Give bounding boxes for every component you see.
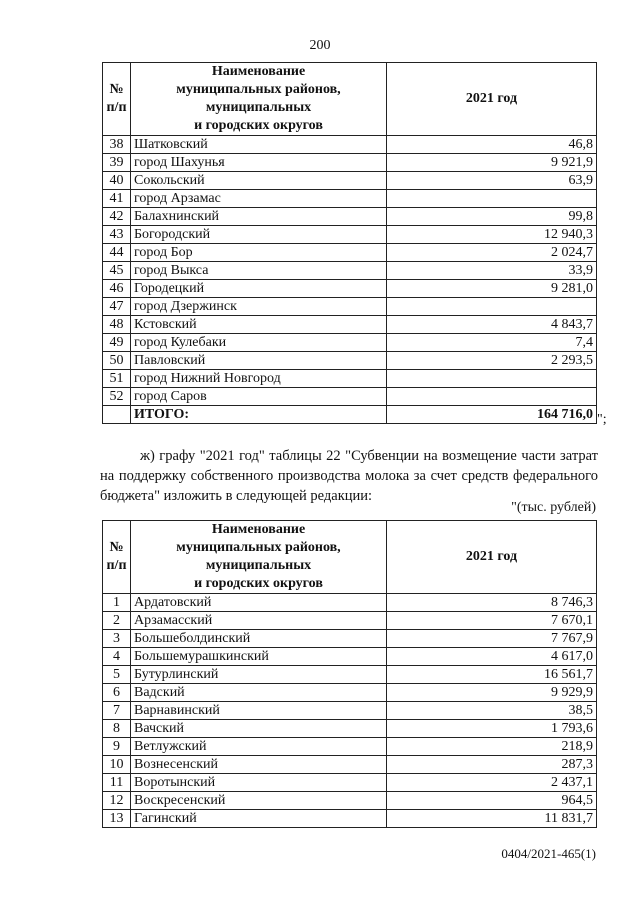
total-value: 164 716,0 bbox=[387, 406, 597, 424]
row-number: 1 bbox=[103, 594, 131, 612]
row-value: 7 767,9 bbox=[387, 630, 597, 648]
row-number: 12 bbox=[103, 792, 131, 810]
row-name: город Саров bbox=[131, 388, 387, 406]
row-value: 1 793,6 bbox=[387, 720, 597, 738]
row-name: Павловский bbox=[131, 352, 387, 370]
table-row bbox=[103, 666, 597, 684]
document-code: 0404/2021-465(1) bbox=[501, 846, 596, 861]
row-number: 40 bbox=[103, 172, 131, 190]
row-value bbox=[387, 298, 597, 316]
row-value bbox=[387, 190, 597, 208]
row-name: Большемурашкинский bbox=[131, 648, 387, 666]
row-name: город Шахунья bbox=[131, 154, 387, 172]
row-value: 9 921,9 bbox=[387, 154, 597, 172]
table-row bbox=[103, 316, 597, 334]
row-value: 99,8 bbox=[387, 208, 597, 226]
header-number: № п/п bbox=[103, 521, 131, 594]
row-value bbox=[387, 388, 597, 406]
row-value: 218,9 bbox=[387, 738, 597, 756]
row-value: 287,3 bbox=[387, 756, 597, 774]
table-row bbox=[103, 352, 597, 370]
header-name: Наименование муниципальных районов, муниципальных и городских округов bbox=[131, 63, 387, 136]
row-number: 48 bbox=[103, 316, 131, 334]
table-row bbox=[103, 792, 597, 810]
table-row bbox=[103, 630, 597, 648]
row-number: 50 bbox=[103, 352, 131, 370]
table-header-row bbox=[103, 63, 597, 136]
row-value: 8 746,3 bbox=[387, 594, 597, 612]
row-value: 4 843,7 bbox=[387, 316, 597, 334]
table-row bbox=[103, 388, 597, 406]
row-name: Воскресенский bbox=[131, 792, 387, 810]
total-label: ИТОГО: bbox=[131, 406, 387, 424]
row-number: 43 bbox=[103, 226, 131, 244]
total-row bbox=[103, 406, 597, 424]
table-row bbox=[103, 298, 597, 316]
row-value: 7,4 bbox=[387, 334, 597, 352]
row-number: 2 bbox=[103, 612, 131, 630]
table-row bbox=[103, 136, 597, 154]
row-name: город Выкса bbox=[131, 262, 387, 280]
row-name: Ардатовский bbox=[131, 594, 387, 612]
row-name: Большеболдинский bbox=[131, 630, 387, 648]
table-row bbox=[103, 702, 597, 720]
row-name: Арзамасский bbox=[131, 612, 387, 630]
row-name: Бутурлинский bbox=[131, 666, 387, 684]
table-row bbox=[103, 774, 597, 792]
header-name: Наименование муниципальных районов, муниципальных и городских округов bbox=[131, 521, 387, 594]
row-value bbox=[387, 370, 597, 388]
table-row bbox=[103, 280, 597, 298]
row-number: 39 bbox=[103, 154, 131, 172]
amendment-paragraph: ж) графу "2021 год" таблицы 22 "Субвенции на возмещение части затрат на поддержку собственного производства молока за счет средств федерального бюджета" изложить в следующей редакции: bbox=[100, 448, 598, 504]
table-row bbox=[103, 262, 597, 280]
row-number: 41 bbox=[103, 190, 131, 208]
table-row bbox=[103, 244, 597, 262]
header-number: № п/п bbox=[103, 63, 131, 136]
row-number: 11 bbox=[103, 774, 131, 792]
row-number: 3 bbox=[103, 630, 131, 648]
row-number: 52 bbox=[103, 388, 131, 406]
row-value: 16 561,7 bbox=[387, 666, 597, 684]
table-row bbox=[103, 190, 597, 208]
row-value: 7 670,1 bbox=[387, 612, 597, 630]
row-name: Сокольский bbox=[131, 172, 387, 190]
row-value: 33,9 bbox=[387, 262, 597, 280]
row-number: 6 bbox=[103, 684, 131, 702]
row-name: Вадский bbox=[131, 684, 387, 702]
row-name: город Кулебаки bbox=[131, 334, 387, 352]
row-name: Вачский bbox=[131, 720, 387, 738]
row-name: город Нижний Новгород bbox=[131, 370, 387, 388]
row-number: 13 bbox=[103, 810, 131, 828]
row-number: 7 bbox=[103, 702, 131, 720]
table-row bbox=[103, 648, 597, 666]
table-row bbox=[103, 810, 597, 828]
row-number: 46 bbox=[103, 280, 131, 298]
row-value: 12 940,3 bbox=[387, 226, 597, 244]
row-value: 964,5 bbox=[387, 792, 597, 810]
row-value: 63,9 bbox=[387, 172, 597, 190]
row-number: 47 bbox=[103, 298, 131, 316]
table-row bbox=[103, 684, 597, 702]
table-row bbox=[103, 370, 597, 388]
row-value: 2 437,1 bbox=[387, 774, 597, 792]
row-value: 9 281,0 bbox=[387, 280, 597, 298]
row-value: 2 293,5 bbox=[387, 352, 597, 370]
row-name: Богородский bbox=[131, 226, 387, 244]
table-row bbox=[103, 612, 597, 630]
row-number: 49 bbox=[103, 334, 131, 352]
row-number: 38 bbox=[103, 136, 131, 154]
row-name: Балахнинский bbox=[131, 208, 387, 226]
table-body bbox=[103, 594, 597, 828]
row-number: 45 bbox=[103, 262, 131, 280]
table-row bbox=[103, 756, 597, 774]
table-row bbox=[103, 172, 597, 190]
page-number: 200 bbox=[309, 38, 331, 53]
row-value: 38,5 bbox=[387, 702, 597, 720]
row-name: Кстовский bbox=[131, 316, 387, 334]
total-number bbox=[103, 406, 131, 424]
table-row bbox=[103, 594, 597, 612]
table-row bbox=[103, 208, 597, 226]
row-number: 10 bbox=[103, 756, 131, 774]
milk-subsidy-table bbox=[102, 520, 597, 828]
row-name: Гагинский bbox=[131, 810, 387, 828]
table-header-row bbox=[103, 521, 597, 594]
row-name: город Бор bbox=[131, 244, 387, 262]
row-number: 9 bbox=[103, 738, 131, 756]
row-value: 11 831,7 bbox=[387, 810, 597, 828]
row-name: Шатковский bbox=[131, 136, 387, 154]
unit-label: "(тыс. рублей) bbox=[511, 500, 596, 515]
header-year: 2021 год bbox=[387, 521, 597, 594]
row-name: город Дзержинск bbox=[131, 298, 387, 316]
row-number: 4 bbox=[103, 648, 131, 666]
row-name: Ветлужский bbox=[131, 738, 387, 756]
table-row bbox=[103, 226, 597, 244]
table-body bbox=[103, 136, 597, 424]
row-number: 8 bbox=[103, 720, 131, 738]
row-value: 2 024,7 bbox=[387, 244, 597, 262]
closing-quote: "; bbox=[597, 412, 607, 427]
row-number: 42 bbox=[103, 208, 131, 226]
row-number: 5 bbox=[103, 666, 131, 684]
subsidy-table-continued bbox=[102, 62, 597, 424]
row-number: 44 bbox=[103, 244, 131, 262]
header-year: 2021 год bbox=[387, 63, 597, 136]
table-row bbox=[103, 738, 597, 756]
row-number: 51 bbox=[103, 370, 131, 388]
row-name: город Арзамас bbox=[131, 190, 387, 208]
table-row bbox=[103, 154, 597, 172]
table-row bbox=[103, 334, 597, 352]
row-name: Воротынский bbox=[131, 774, 387, 792]
row-name: Городецкий bbox=[131, 280, 387, 298]
row-value: 9 929,9 bbox=[387, 684, 597, 702]
row-name: Варнавинский bbox=[131, 702, 387, 720]
row-value: 46,8 bbox=[387, 136, 597, 154]
row-name: Вознесенский bbox=[131, 756, 387, 774]
table-row bbox=[103, 720, 597, 738]
row-value: 4 617,0 bbox=[387, 648, 597, 666]
